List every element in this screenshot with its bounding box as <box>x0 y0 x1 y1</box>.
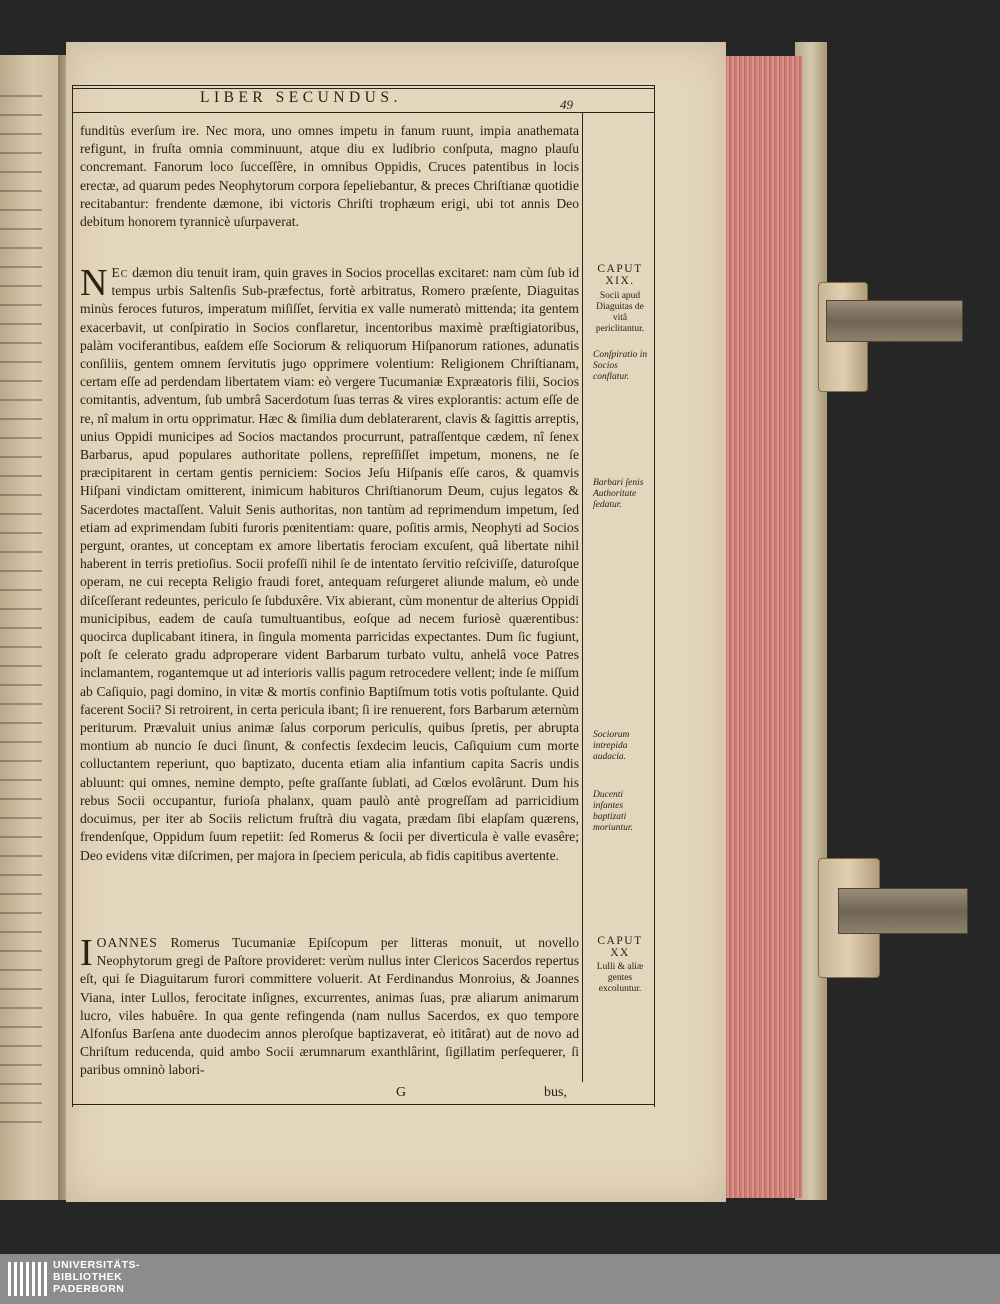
marginal-note-ducenti: Ducenti infantes baptizati moriuntur. <box>593 790 633 833</box>
marginal-note-barbari: Barbari ſenis Authoritate ſedatur. <box>593 478 644 510</box>
paragraph-1 <box>80 122 579 248</box>
paragraph-2-lead: Ec <box>111 265 129 280</box>
left-page-edge <box>0 55 60 1200</box>
library-name-line-2: BIBLIOTHEK <box>53 1271 123 1283</box>
running-head: LIBER SECUNDUS. <box>200 89 402 106</box>
frame-bottom-rule <box>72 1104 654 1105</box>
paragraph-2 <box>80 264 579 924</box>
drop-capital-i: I <box>80 932 93 974</box>
paragraph-3-lead: OANNES <box>96 935 158 950</box>
paragraph-3-text: Romerus Tucumaniæ Epiſcopum per litteras monuit, ut novello Neophytorum gregi de Paſtore provideret: verùm nullus inter Clericos Sacerdos repertus eſt, qui ſe Diaguitarum furori committere voluerit. At Ferdinandus Monroius, & Joannes Viana, inter Lullos, ferocitate inſignes, excurrentes, animas ſuas, præ aliarum animarum lucro, viles habuêre. In qua gente refingenda (nam nullus Sacerdos, ex quo tempore Alfonſus Barſena ante duodecim annos pleroſque baptizaverat, eò ititârat) aut de novo ad Chriſtum reducenda, quid ambo Socii ærumnarum exanthlârint, ſigillatim perſequerer, ſi paribus omninò labori- <box>80 935 580 1078</box>
lower-clasp-metal <box>838 888 968 934</box>
marginal-note-socii: Socii apud Diaguitas de vitâ periclitantur. <box>595 291 645 334</box>
paragraph-1-text: funditùs everſum ire. Nec mora, uno omnes impetu in fanum ruunt, impia anathemata refigunt, in fruſta omnia comminuunt, atque diu ex ludibrio conſputa, magno plauſu concremant. Fanorum loco ſucceſſêre, in omnibus Oppidis, Cruces patentibus in locis erectæ, ad quarum pedes Neophytorum corpora ſepeliebantur, & preces Chriſtianæ quotidie recitabantur: frendente dæmone, ibi victoris Chriſti trophæum erigi, ubi tot annis Deo debitum honorem tyrannicè uſurpaverat. <box>80 123 579 230</box>
paragraph-3 <box>80 934 579 1084</box>
library-logo-icon <box>8 1262 48 1296</box>
paragraph-2-text: dæmon diu tenuit iram, quin graves in Socios procellas excitaret: nam cùm ſub id tempus urbis Saltenſis Sub-præfectus, fortè arbitratus, Romero præſente, Diaguitas minùs feroces futuros, imperatum miſiſſet, ſervitia ex valle numeratò mittenda; ita gentem exacerbavit, ut conſpiratio in Socios conflaretur, incentoribus maximè præſtigiatoribus, palàm vociferantibus, eaſdem eſſe Sociorum & reliquorum Hiſpanorum rationes, adunatis conſiliis, gentem omnem ſervitutis jugo opprimere volentium: Religionem Chriſtianam, certam eſſe ad perdendam libertatem viam: eò vergere Tucumaniæ Expræatoris filii, Socios comitantis, adventum, ſub umbrâ Sacerdotum ſuas terras & vires explorantis: actum eſſe de re, nî malum in ortu opprimatur. Hæc & ſimilia dum deblaterarent, clavis & ſagittis arreptis, unius Oppidi municipes ad Socios mactandos procurrunt, patraſſentque cædem, nî ſenex Barbarus, apud populares authoritate pollens, repreſſiſſet impetum, monens, ne ſe præcipitarent in certam gentis perniciem: Socios Jeſu Hiſpanis eſſe caros, & quamvis Hiſpani vindictam omitterent, inimicum habituros Chriſtianorum Deum, cujus legatos & Sacerdotes mactaſſent. Valuit Senis authoritas, non tantùm ad reprimendum impetum, ſed etiam ad exprimendam ſubiti furoris pœnitentiam: quare, poſitis armis, Neophyti ad Socios pergunt, orantes, ut conceptam ex amore libertatis ferociam excuſent, quâ libertate nihil haberent in terris pretioſius. Socii profeſſi nihil ſe de intentato ſervitio reſciviſſe, daturoſque operam, ne cui recepta Religio fraudi foret, antequam reſurgeret aliunde malum, eò unde diſceſſerant redeuntes, periculo ſe ſubduxêre. Vix abierant, cùm monentur de alterius Oppidi municipibus, eadem de cauſa tumultuantibus, eoſque ad necem furiosè quærentibus: quocirca duplicabant itinera, in ſingula momenta parricidas expectantes. Dum ſic fugiunt, poſt ſe celerato gradu adproperare vident Barbarum turbato vultu, anhelâ voce Patres inclamantem, rogantemque ut ad interioris vallis pagum retrocedere vellent; inde ſe miſſum ab Caſiquio, pagi domino, in vitæ & mortis confinio Baptiſmum totis votis poſtulante. Quid facerent Socii? Si retroirent, in certa pericula ibant; ſi ire renuerent, fors Barbarum æternùm periturum. Prævaluit unius animæ ſalus corporum periculis, quibus ſpretis, per abrupta montium ab nuncio ſe duci ſinunt, & confectis ſexdecim leucis, Caſiquium cum morte colluctantem reperiunt, quo baptizato, ducenta etiam alia infantium capita Sacris undis abluunt: qui omnes, nemine dempto, peſte graſſante ſublati, ad Cœlos evolârunt. Dum his rebus Socii occupantur, furioſa phalanx, quam paulò antè progreſſam ad parricidium docuimus, per iter ab Sociis relictum fruſtrà diu vagata, prædam ſibi elapſam quærens, frendenſque, Oppidum ſuum repetiit: ſed Romerus & ſocii per diverticula è valle evasêre; Deo evidens vitæ diſcrimen, per majora in ſpeciem pericula, ab fidis capitibus avertente. <box>80 265 579 863</box>
page-number: 49 <box>560 97 573 112</box>
marginal-note-conspiratio: Conſpiratio in Socios conflatur. <box>593 350 648 382</box>
catchword: bus, <box>544 1085 567 1100</box>
frame-top-rule <box>72 85 654 86</box>
frame-left-rule <box>72 85 73 1107</box>
marginal-note-lulli: Lulli & aliæ gentes excoluntur. <box>596 962 644 994</box>
margin-column-rule <box>582 112 583 1082</box>
upper-clasp-metal <box>826 300 963 342</box>
signature-mark: G <box>396 1085 407 1100</box>
library-name-line-3: PADERBORN <box>53 1283 125 1295</box>
marginal-note-sociorum: Sociorum intrepida audacia. <box>593 730 630 762</box>
drop-capital-n: N <box>80 262 108 304</box>
library-footer-bar <box>0 1254 1000 1304</box>
library-name-line-1: UNIVERSITÄTS- <box>53 1259 141 1271</box>
marginal-caput-19: CAPUT XIX. <box>597 263 643 287</box>
left-page-text-fragment <box>0 95 42 1135</box>
marginal-caput-20: CAPUT XX <box>597 935 643 959</box>
frame-right-rule <box>654 85 655 1107</box>
